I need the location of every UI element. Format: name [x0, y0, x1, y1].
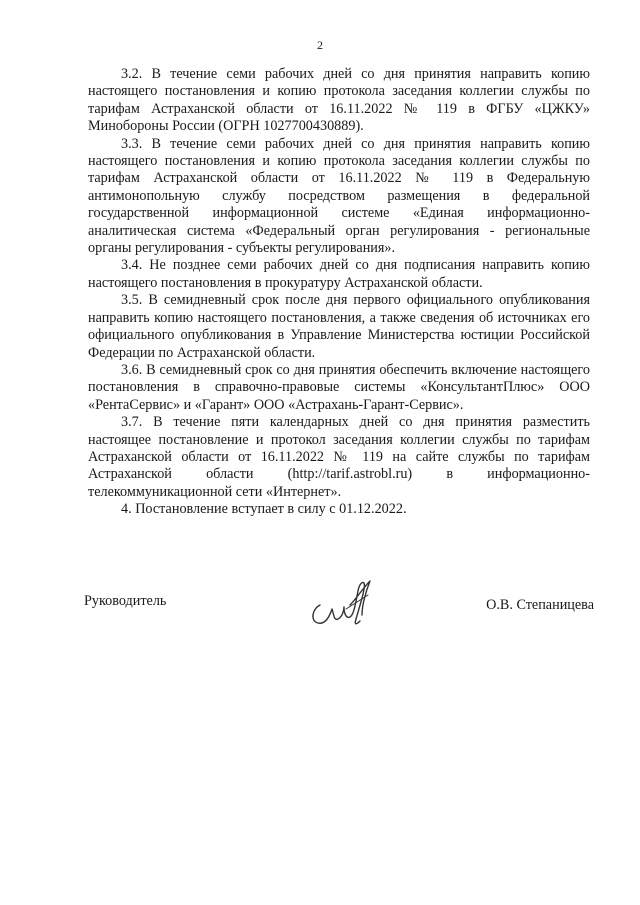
paragraph-3-6: 3.6. В семидневный срок со дня принятия обеспечить включение настоящего постановления в справочно-правовые системы «КонсультантПлюс» ООО «РентаСервис» и «Гарант» ООО «Астрахань-Гарант-Сервис». — [88, 361, 590, 413]
signatory-title: Руководитель — [84, 593, 167, 609]
paragraph-3-3: 3.3. В течение семи рабочих дней со дня принятия направить копию настоящего постановления и копию протокола заседания коллегии службы по тарифам Астраханской области от 16.11.2022 № 119 в Федеральную антимонопольную службу посредством размещения в федеральной государственной информационной системе «Единая информационно-аналитическая система «Федеральный орган регулирования - региональные органы регулирования - субъекты регулирования». — [88, 135, 590, 257]
paragraph-4: 4. Постановление вступает в силу с 01.12.2022. — [121, 501, 407, 518]
paragraph-3-5: 3.5. В семидневный срок после дня первого официального опубликования направить копию настоящего постановления, а также сведения об источниках его официального опубликования в Управление Министерства юстиции Российской Федерации по Астраханской области. — [88, 292, 590, 361]
signature-block — [84, 585, 594, 635]
paragraph-3-4: 3.4. Не позднее семи рабочих дней со дня подписания направить копию настоящего постановления в прокуратуру Астраханской области. — [88, 257, 590, 291]
page-number: 2 — [317, 38, 323, 52]
handwritten-signature — [306, 575, 378, 631]
signatory-name: О.В. Степаницева — [486, 597, 594, 613]
paragraph-3-2: 3.2. В течение семи рабочих дней со дня принятия направить копию настоящего постановления и копию протокола заседания коллегии службы по тарифам Астраханской области от 16.11.2022 № 119 в ФГБУ «ЦЖКУ» Минобороны России (ОГРН 1027700430889). — [88, 66, 590, 135]
paragraph-3-7: 3.7. В течение пяти календарных дней со дня принятия разместить настоящее постановление и протокол заседания коллегии службы по тарифам Астраханской области от 16.11.2022 № 119 на сайте службы по тарифам Астраханской области (http://tarif.astrobl.ru) в информационно-телекоммуникационной сети «Интернет». — [88, 414, 590, 500]
document-body — [88, 66, 590, 519]
